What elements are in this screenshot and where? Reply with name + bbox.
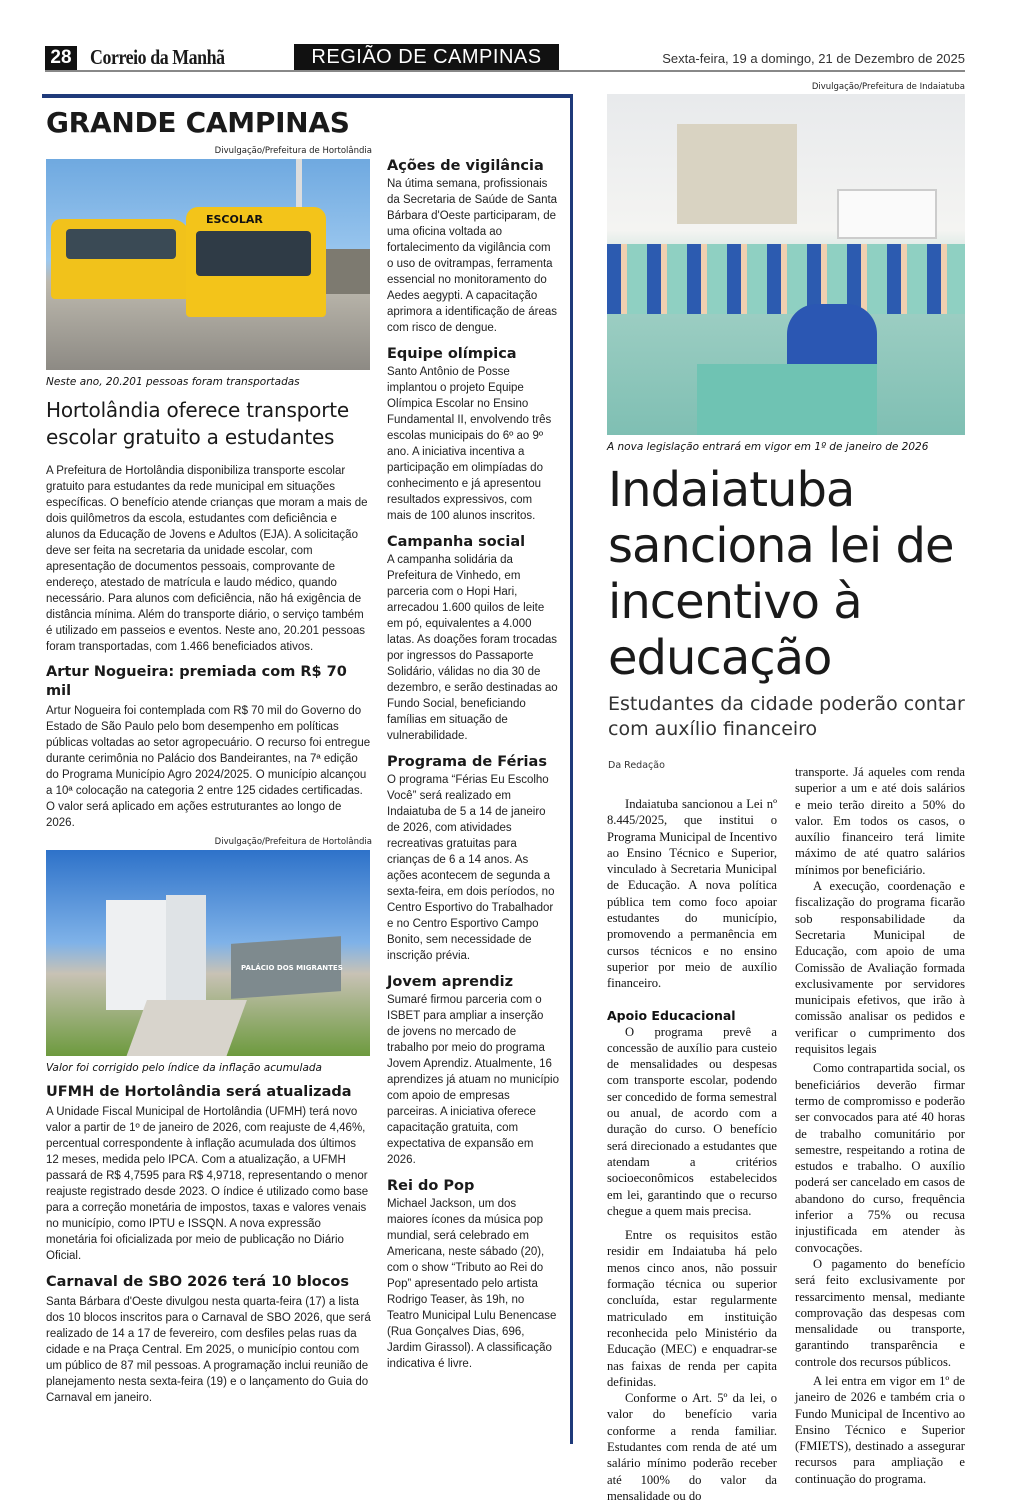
photo-caption: Neste ano, 20.201 pessoas foram transportadas — [46, 376, 300, 388]
paragraph: Indaiatuba sancionou a Lei nº 8.445/2025, que institui o Programa Municipal de Incentivo ao Ensino Técnico e Superior, vinculado à Secretaria Municipal de Educação. A nova política pública tem como foco apoiar estudantes do município, promovendo a permanência em cursos técnicos e no ensino superior por meio de auxílio financeiro. — [607, 797, 777, 991]
brief-title: Programa de Férias — [387, 754, 547, 770]
news-briefs-column — [387, 148, 559, 1372]
brief-title: Rei do Pop — [387, 1178, 475, 1194]
brief-title: Jovem aprendiz — [387, 974, 514, 990]
brief-title: Carnaval de SBO 2026 terá 10 blocos — [46, 1274, 349, 1290]
brief-body: Santo Antônio de Posse implantou o projeto Equipe Olímpica Escolar no Ensino Fundamental II, envolvendo três escolas municipais do 6º ao 9º ano. A iniciativa incentiva a participação em olimpíadas do conhecimento e já apresentou resultados expressivos, com mais de 100 alunos inscritos. — [387, 366, 552, 522]
issue-date: Sexta-feira, 19 a domingo, 21 de Dezembro de 2025 — [662, 51, 965, 66]
article-subhead: Apoio Educacional — [607, 1007, 736, 1023]
photo-credit: Divulgação/Prefeitura de Hortolândia — [214, 837, 372, 847]
byline: Da Redação — [608, 760, 665, 771]
school-bus-photo — [46, 159, 370, 370]
article-column-2 — [795, 764, 965, 1487]
brief-title: Artur Nogueira: premiada com R$ 70 mil — [46, 664, 347, 699]
paragraph: Entre os requisitos estão residir em Indaiatuba há pelo menos cinco anos, não possuir formação técnica ou superior concluída, estar regularmente matriculado em instituição reconhecida pelo Ministério da Educação (MEC) e enquadrar-se nas faixas de renda per capita definidas. — [607, 1228, 777, 1389]
brief-body: Artur Nogueira foi contemplada com R$ 70 mil do Governo do Estado de São Paulo pelo bom desempenho em políticas públicas voltadas ao setor agropecuário. O recurso foi entregue durante cerimônia no Palácio dos Bandeirantes, na 7ª edição do Programa Município Agro 2024/2025. O município alcançou a 10ª colocação na categoria 2 entre 125 cidades certificadas. O valor será aplicado em ações estruturantes ao longo de 2026. — [46, 705, 371, 829]
brief-title: Ações de vigilância — [387, 158, 544, 174]
brief-body: Michael Jackson, um dos maiores ícones da música pop mundial, será celebrado em Americana, neste sábado (20), com o show “Tributo ao Rei do Pop” apresentado pelo artista Rodrigo Teaser, às 19h, no Teatro Municipal Lulu Benencase (Rua Gonçalves Dias, 696, Jardim Girassol). A classificação indicativa é livre. — [387, 1198, 557, 1370]
main-headline: Indaiatuba sanciona lei de incentivo à educação — [608, 462, 954, 686]
brief-body: Na útima semana, profissionais da Secretaria de Saúde de Santa Bárbara d'Oeste participaram, de uma oficina voltada ao fortalecimento da vigilância com o uso de ovitrampas, ferramenta essencial no monitoramento do Aedes aegypti. A capacitação aprimora a identificação de áreas com risco de dengue. — [387, 178, 558, 334]
brief-title: Campanha social — [387, 534, 526, 550]
brief-body: Sumaré firmou parceria com o ISBET para ampliar a inserção de jovens no mercado de trabalho por meio do programa Jovem Aprendiz. Atualmente, 16 aprendizes já atuam no município com apoio de empresas parceiras. A iniciativa oferece capacitação gratuita, com expectativa de expansão em 2026. — [387, 994, 559, 1166]
paragraph: A lei entra em vigor em 1º de janeiro de 2026 e também cria o Fundo Municipal de Incentivo ao Ensino Técnico e Superior (FMIETS), destinado a assegurar recursos para ampliação e continuação do programa. — [795, 1373, 965, 1486]
photo-caption: A nova legislação entrará em vigor em 1º de janeiro de 2026 — [607, 441, 929, 453]
classroom-photo — [607, 94, 965, 435]
brief-item — [387, 1177, 559, 1372]
article-column-1 — [607, 796, 777, 1504]
brief-body: A Unidade Fiscal Municipal de Hortolândia (UFMH) terá novo valor a partir de 1º de janeiro de 2026, com reajuste de 4,46%, percentual correspondente à inflação acumulada dos últimos 12 meses, medida pelo IPCA. Com a atualização, a UFMH passará de R$ 4,7595 para R$ 4,9718, representando o menor reajuste registrado desde 2023. O índice é utilizado como base para a correção monetária de impostos, taxas e valores venais no município, como IPTU e ISSQN. A nova expressão monetária foi oficializada por meio de publicação no Diário Oficial. — [46, 1106, 369, 1262]
brief-title: Equipe olímpica — [387, 346, 517, 362]
brief-item — [387, 157, 559, 336]
brief-item — [387, 753, 559, 964]
headline-block — [608, 462, 980, 772]
brief-body: A campanha solidária da Prefeitura de Vinhedo, em parceria com o Hopi Hari, arrecadou 1.600 quilos de leite em pó, equivalentes a 4.000 latas. As doações foram trocadas por ingressos do Passaporte Solidário, válidas no dia 30 de dezembro, e serão destinadas ao Fundo Social, beneficiando famílias em situação de vulnerabilidade. — [387, 554, 558, 742]
brief-body: Santa Bárbara d'Oeste divulgou nesta quarta-feira (17) a lista dos 10 blocos inscritos para o Carnaval de SBO 2026, que será realizado de 14 a 17 de fevereiro, com desfiles pelas ruas da cidade e na Praça Central. Em 2025, o município contou com um público de 87 mil pessoas. A programação inclui reunião de planejamento nesta sexta-feira (19) e o lançamento do Guia do Carnaval em janeiro. — [46, 1296, 371, 1404]
section-title: REGIÃO DE CAMPINAS — [294, 44, 559, 71]
building-sign: PALÁCIO DOS MIGRANTES — [241, 964, 343, 972]
paragraph: A execução, coordenação e fiscalização do programa ficarão sob responsabilidade da Secretaria Municipal de Educação, com apoio de uma Comissão de Avaliação formada exclusivamente por servidores municipais efetivos, que irão à comissão analisar os pedidos e verificar o cumprimento dos requisitos legais — [795, 879, 965, 1057]
subheadline: Estudantes da cidade poderão contar com auxílio financeiro — [608, 693, 965, 740]
brief-body: O programa “Férias Eu Escolho Você” será realizado em Indaiatuba de 5 a 14 de janeiro de 2026, com atividades recreativas gratuitas para crianças de 6 a 14 anos. As ações acontecem de segunda a sexta-feira, em dois períodos, no Centro Esportivo do Trabalhador e no Centro Esportivo Campo Bonito, sem necessidade de inscrição prévia. — [387, 774, 555, 962]
paragraph: Conforme o Art. 5º da lei, o valor do benefício varia conforme a renda familiar. Estudantes com renda de até um salário mínimo poderão receber até 100% do valor da mensalidade ou do — [607, 1391, 777, 1503]
brief-item — [387, 345, 559, 524]
brief-title: UFMH de Hortolândia será atualizada — [46, 1084, 352, 1100]
photo-caption: Valor foi corrigido pelo índice da inflação acumulada — [46, 1062, 322, 1074]
photo-credit: Divulgação/Prefeitura de Indaiatuba — [811, 82, 965, 92]
left-column — [46, 106, 372, 1406]
kicker-heading: GRANDE CAMPINAS — [46, 106, 350, 139]
paragraph: transporte. Já aqueles com renda superior a um e até dois salários e meio terão direito a 50% do valor. Em todos os casos, o auxílio financeiro terá limite máximo de até quatro salários mínimos por beneficiário. — [795, 765, 965, 877]
header-rule — [45, 70, 965, 72]
bus-label: ESCOLAR — [206, 213, 263, 226]
paragraph: O programa prevê a concessão de auxílio para custeio de mensalidades ou despesas com transporte escolar, podendo ser concedido de forma semestral ou anual, de acordo com a duração do curso. O benefício será direcionado a estudantes que atendam a critérios socioeconômicos estabelecidos em lei, garantindo que o recurso chegue a quem mais precisa. — [607, 1024, 777, 1218]
paragraph: Como contrapartida social, os beneficiários deverão firmar termo de compromisso e poderão ser convocados para até 40 horas de trabalho comunitário por semestre, respeitando a rotina de estudos e trabalho. O auxílio poderá ser cancelado em casos de abandono do curso, frequência inferior a 75% ou recusa injustificada em atender às convocações. — [795, 1061, 965, 1255]
photo-credit: Divulgação/Prefeitura de Hortolândia — [214, 146, 372, 156]
paragraph: O pagamento do benefício será feito exclusivamente por ressarcimento mensal, mediante comprovação das despesas com mensalidade ou transporte, garantindo transparência e controle dos recursos públicos. — [795, 1256, 965, 1369]
newspaper-masthead: Correio da Manhã — [90, 45, 225, 69]
page-number: 28 — [45, 46, 77, 70]
brief-item — [387, 533, 559, 744]
building-photo — [46, 850, 370, 1056]
article-body: A Prefeitura de Hortolândia disponibiliza transporte escolar gratuito para estudantes da rede municipal em situações específicas. O benefício atende crianças que moram a mais de dois quilômetros da escola, estudantes com deficiência e alunos da Educação de Jovens e Adultos (EJA). A solicitação deve ser feita na secretaria da unidade escolar, com apresentação de documentos pessoais, comprovante de endereço, atestado de matrícula e laudo médico, quando necessário. Para alunos com deficiência, não há exigência de distância mínima. Além do transporte diário, o serviço também é utilizado em passeios e eventos. Neste ano, 20.201 pessoas foram transportadas, com 1.466 beneficiados ativos. — [46, 465, 368, 653]
article-headline: Hortolândia oferece transporte escolar gratuito a estudantes — [46, 398, 349, 449]
brief-item — [387, 973, 559, 1168]
